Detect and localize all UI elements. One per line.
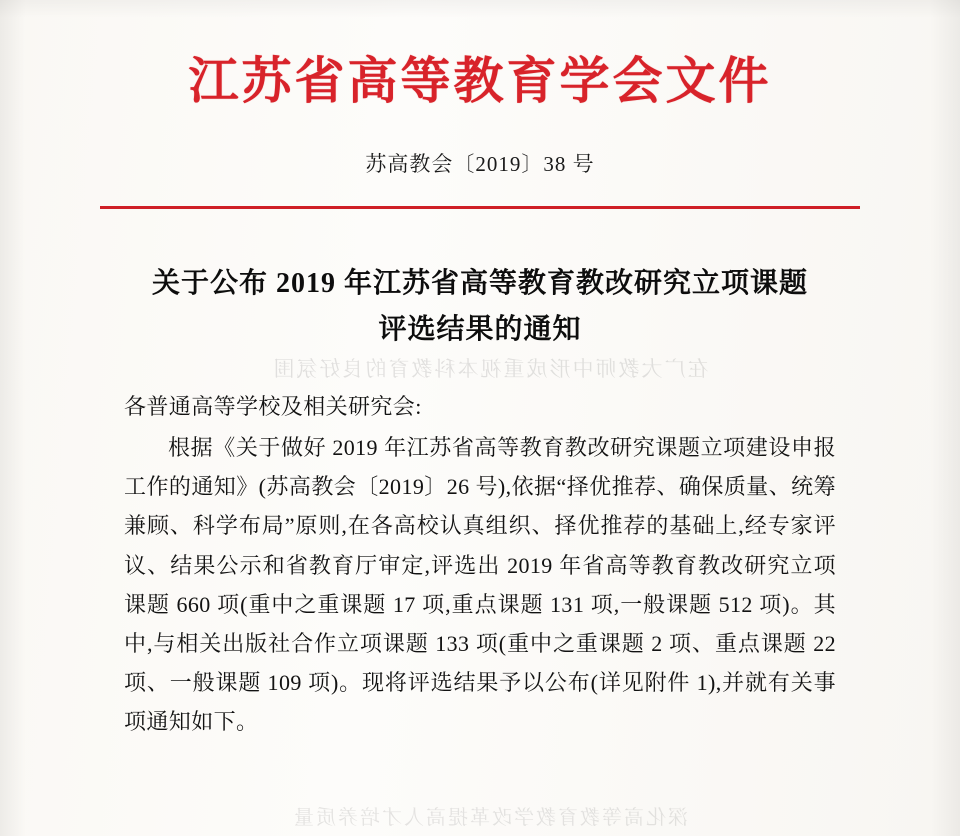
masthead	[0, 0, 960, 110]
reverse-side-showthrough-bottom: 深化高等教育教学改革提高人才培养质量	[292, 807, 688, 829]
document-title-line-2: 评选结果的通知	[378, 313, 582, 345]
page-shadow-left	[0, 0, 26, 836]
document-title	[0, 261, 960, 353]
document-title-line-1: 关于公布 2019 年江苏省高等教育教改研究立项课题	[151, 267, 808, 299]
body-paragraph-1: 根据《关于做好 2019 年江苏省高等教育教改研究课题立项建设申报工作的通知》(苏高教会〔2019〕26 号),依据“择优推荐、确保质量、统筹兼顾、科学布局”原则,在各高校认真组织、择优推荐的基础上,经专家评议、结果公示和省教育厅审定,评选出 2019 年省高等教育教改研究立项课题 660 项(重中之重课题 17 项,重点课题 131 项,一般课题 512 项)。其中,与相关出版社合作立项课题 133 项(重中之重课题 2 项、重点课题 22 项、一般课题 109 项)。现将评选结果予以公布(详见附件 1),并就有关事项通知如下。	[124, 435, 836, 735]
masthead-title: 江苏省高等教育学会文件	[188, 51, 772, 110]
document-number: 苏高教会〔2019〕38 号	[365, 151, 595, 176]
red-divider-rule	[100, 206, 860, 209]
document-body	[124, 387, 836, 741]
page-shadow-right	[930, 0, 960, 836]
salutation: 各普通高等学校及相关研究会:	[124, 393, 422, 419]
reverse-side-showthrough: 在广大教师中形成重视本科教育的良好氛围	[271, 357, 709, 381]
